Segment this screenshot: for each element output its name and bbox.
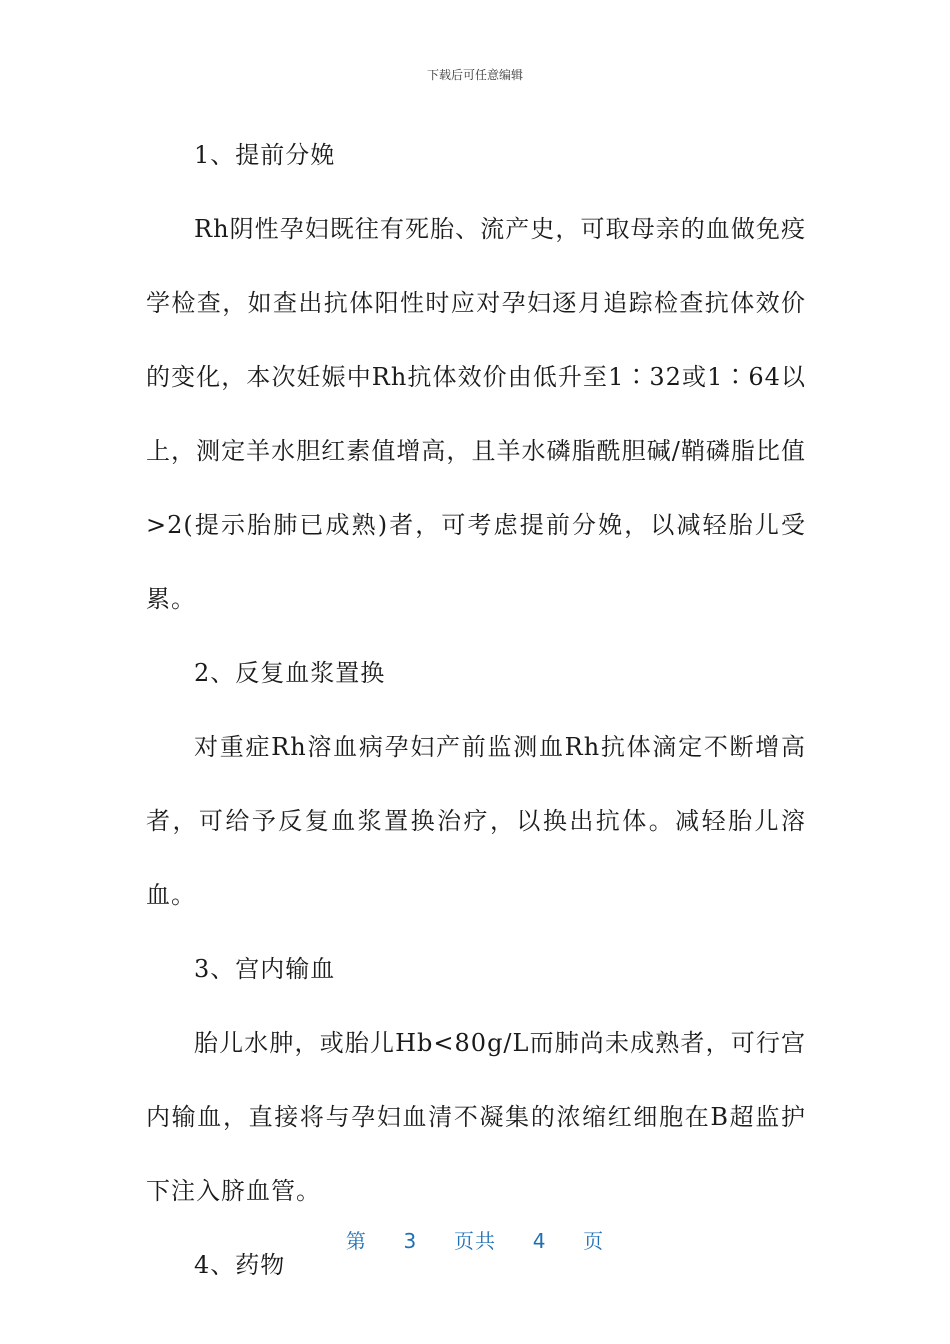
paragraph-intrauterine-transfusion: 胎儿水肿，或胎儿Hb<80g/L而肺尚未成熟者，可行宫内输血，直接将与孕妇血清不凝集的浓缩红细胞在B超监护下注入脐血管。 [146, 1029, 806, 1205]
footer-current-page: 3 [403, 1229, 418, 1253]
paragraph-early-delivery: Rh阴性孕妇既往有死胎、流产史，可取母亲的血做免疫学检查，如查出抗体阳性时应对孕妇逐月追踪检查抗体效价的变化，本次妊娠中Rh抗体效价由低升至1∶32或1∶64以上，测定羊水胆红素值增高，且羊水磷脂酰胆碱/鞘磷脂比值>2(提示胎肺已成熟)者，可考虑提前分娩，以减轻胎儿受累。 [146, 215, 806, 613]
footer-suffix: 页 [583, 1229, 605, 1253]
footer-total-pages: 4 [532, 1229, 547, 1253]
footer-middle: 页共 [454, 1229, 496, 1253]
section-heading-1: 1、提前分娩 [194, 141, 336, 169]
section-heading-4: 4、药物 [194, 1251, 286, 1279]
document-body [146, 118, 806, 1302]
page-footer [0, 1225, 950, 1254]
section-heading-2: 2、反复血浆置换 [194, 659, 386, 687]
footer-prefix: 第 [345, 1229, 367, 1253]
page-header-note: 下载后可任意编辑 [426, 68, 523, 82]
section-heading-3: 3、宫内输血 [194, 955, 336, 983]
paragraph-plasma-exchange: 对重症Rh溶血病孕妇产前监测血Rh抗体滴定不断增高者，可给予反复血浆置换治疗，以换出抗体。减轻胎儿溶血。 [146, 733, 806, 909]
